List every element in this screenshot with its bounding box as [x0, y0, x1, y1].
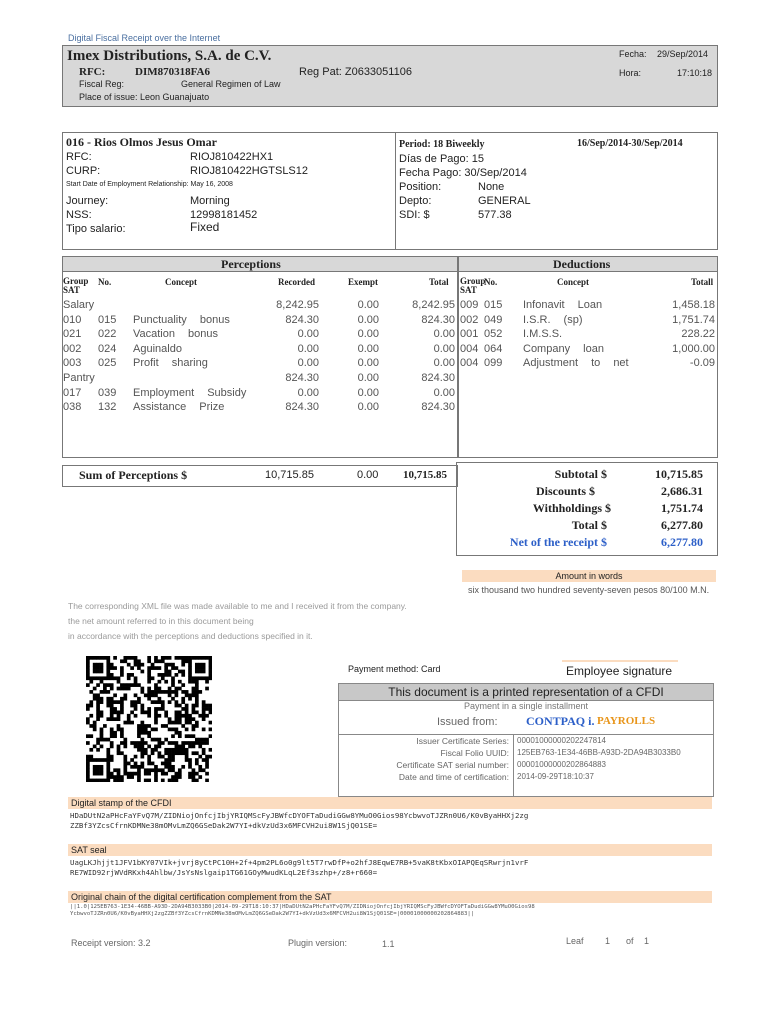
company-header: [62, 45, 718, 107]
perc-header-no: No.: [98, 277, 112, 287]
cfdi-installment: Payment in a single installment: [463, 701, 589, 711]
period-range: 16/Sep/2014-30/Sep/2014: [577, 138, 683, 149]
perception-cell-recorded: 0.00: [297, 357, 319, 370]
perception-cell-group: 003: [63, 357, 82, 370]
deduction-cell-no: 099: [484, 357, 503, 370]
ded-header-group: Group SAT: [460, 276, 486, 295]
sat-seal-line1: UagLKJhjjt1JFV1bKY07VIk+jvrj8yCtPC10H+2f+4pm2PL6o0g9lt5T7rwDfP+o2hfJ8EqwE7RB+5vaK8tKbxOIAPQEqSRwrjn1vrF: [70, 858, 529, 867]
perc-header-group: Group SAT: [63, 276, 89, 295]
perc-header-total: Total: [429, 277, 449, 287]
payment-days: Días de Pago: 15: [399, 153, 485, 165]
perception-cell-total: 0.00: [433, 328, 455, 341]
sat-serial-label: Certificate SAT serial number:: [396, 760, 509, 770]
employee-signature-label: Employee signature: [566, 664, 673, 678]
deduction-cell-concept: I.M.S.S.: [523, 328, 563, 341]
company-rfc-label: RFC:: [79, 66, 106, 78]
employee-info-box: [62, 132, 718, 250]
perception-cell-no: 015: [98, 313, 117, 326]
cfdi-title: This document is a printed representation of a CFDI: [388, 685, 664, 699]
deduction-cell-total: 228.22: [681, 328, 715, 341]
perception-cell-group: 038: [63, 401, 82, 414]
company-rfc-value: DIM870318FA6: [135, 66, 210, 78]
employee-curp-label: CURP:: [66, 165, 101, 177]
deduction-cell-total: 1,458.18: [672, 299, 715, 311]
sum-total: 10,715.85: [403, 469, 447, 481]
sdi-value: 577.38: [478, 209, 512, 221]
digital-stamp-line2: ZZBf3YZcsCfrnKDMNe38mOMvLmZQ6GSeDak2W7YI+dkVzUd3x6MFCVH2ui8W1SjQ01SE=: [70, 821, 378, 830]
cfdi-col-divider: [513, 734, 514, 796]
company-name: Imex Distributions, S.A. de C.V.: [67, 48, 272, 64]
issuer-cert-value: 00001000000202247814: [517, 736, 606, 745]
deduction-cell-no: 049: [484, 313, 503, 326]
perception-cell-concept: Assistance Prize: [133, 401, 225, 414]
perception-cell-no: 025: [98, 357, 117, 370]
time-value: 17:10:18: [677, 68, 713, 78]
perception-cell-recorded: 0.00: [297, 342, 319, 355]
perception-cell-group: 010: [63, 313, 82, 326]
deduction-cell-group: 004: [460, 357, 479, 370]
payment-date: Fecha Pago: 30/Sep/2014: [399, 167, 527, 179]
perception-cell-concept: Punctuality bonus: [133, 313, 230, 326]
perception-cell-total: 0.00: [433, 342, 455, 355]
amount-in-words-bar: [462, 570, 716, 582]
discounts-label: Discounts $: [535, 484, 595, 498]
amount-in-words-value: six thousand two hundred seventy-seven pesos 80/100 M.N.: [468, 585, 710, 595]
digital-stamp-line1: HDaDUtN2aPHcFaYFvQ7M/ZIDNiojOnfcjIbjYRIQMScFyJBWfcDYOFTaDudiGGw8YMuO0Gios98YcbwvoTJZRn0U6/K0vByaHHXj2zg: [70, 811, 529, 820]
cfdi-title-bar: [339, 684, 713, 701]
perception-cell-exempt: 0.00: [357, 401, 379, 414]
sdi-label: SDI: $: [399, 209, 430, 221]
leaf-number: 1: [605, 936, 611, 946]
withholdings-label: Withholdings $: [532, 501, 611, 515]
employee-name: 016 - Rios Olmos Jesus Omar: [66, 135, 217, 149]
deduction-cell-group: 002: [460, 313, 479, 326]
employment-start-date: Start Date of Employment Relationship: May 16, 2008: [66, 181, 233, 188]
signature-line: [562, 660, 678, 662]
contpaq-logo: CONTPAQ i.: [526, 714, 595, 728]
totals-box: [456, 462, 718, 556]
perception-cell-total: 824.30: [421, 313, 455, 326]
plugin-version-value: 1.1: [382, 939, 395, 949]
time-label: Hora:: [619, 68, 642, 78]
perception-cell-recorded: 0.00: [297, 386, 319, 399]
perc-header-exempt: Exempt: [348, 277, 378, 287]
sat-serial-value: 00001000000202864883: [517, 760, 606, 769]
employee-rfc-label: RFC:: [66, 151, 92, 163]
original-chain-bar: [68, 891, 712, 903]
perception-cell-no: 039: [98, 386, 117, 399]
perception-cell-concept: Aguinaldo: [133, 342, 182, 355]
employee-rfc: RIOJ810422HX1: [190, 151, 274, 163]
digital-stamp-label: Digital stamp of the CFDI: [71, 798, 172, 808]
perception-cell-group: 002: [63, 342, 82, 355]
deduction-cell-concept: I.S.R. (sp): [523, 313, 583, 326]
perception-cell-total: 8,242.95: [412, 299, 455, 311]
original-chain-line2: YcbwvoTJZRn0U6/K0vByaHHXj2zgZZBf3YZcsCfrnKDMNe38mOMvLmZQ6GSeDak2W7YI+dkVzUd3x6MFCVH2ui8W1SjQ01SE=|00001000000202864883||: [70, 911, 475, 917]
receipt-version: Receipt version: 3.2: [71, 938, 151, 948]
issued-from-label: Issued from:: [437, 716, 498, 728]
ded-header-total: Totall: [691, 277, 714, 287]
deduction-cell-group: 001: [460, 328, 479, 341]
perception-cell-group: 021: [63, 328, 82, 341]
position-label: Position:: [399, 181, 442, 193]
perception-cell-exempt: 0.00: [357, 372, 379, 384]
document-caption: Digital Fiscal Receipt over the Internet: [68, 33, 221, 43]
perception-cell-recorded: 8,242.95: [276, 299, 319, 311]
perception-cell-group: Pantry: [63, 372, 95, 384]
perception-cell-exempt: 0.00: [357, 328, 379, 341]
nss-label: NSS:: [66, 209, 92, 221]
sum-of-perceptions-row: [62, 465, 458, 487]
withholdings-value: 1,751.74: [661, 501, 703, 515]
sum-label: Sum of Perceptions $: [79, 468, 188, 482]
perception-cell-recorded: 824.30: [285, 313, 319, 326]
perception-cell-exempt: 0.00: [357, 342, 379, 355]
perception-cell-no: 024: [98, 342, 117, 355]
payment-method: Payment method: Card: [348, 664, 441, 674]
place-of-issue: Place of issue: Leon Guanajuato: [79, 92, 210, 102]
uuid-label: Fiscal Folio UUID:: [440, 748, 509, 758]
sum-exempt: 0.00: [357, 469, 379, 481]
subtotal-label: Subtotal $: [554, 467, 607, 481]
total-label: Total $: [571, 518, 607, 532]
perc-header-concept: Concept: [165, 277, 197, 287]
original-chain-label: Original chain of the digital certification complement from the SAT: [71, 892, 332, 902]
table-divider: [457, 257, 459, 457]
perception-cell-concept: Vacation bonus: [133, 328, 219, 341]
plugin-version-label: Plugin version:: [288, 938, 348, 948]
perception-cell-no: 022: [98, 328, 117, 341]
deduction-cell-group: 004: [460, 342, 479, 355]
department-value: GENERAL: [478, 195, 531, 207]
perception-cell-exempt: 0.00: [357, 299, 379, 311]
qr-code-image: [86, 656, 212, 782]
salary-type-value: Fixed: [190, 220, 220, 234]
perception-cell-recorded: 0.00: [297, 328, 319, 341]
deduction-cell-total: 1,000.00: [672, 342, 715, 355]
leaf-label: Leaf: [566, 936, 584, 946]
deduction-cell-concept: Infonavit Loan: [523, 299, 603, 311]
xml-note-line2: the net amount referred to in this document being: [68, 616, 254, 626]
ded-header-no: No.: [484, 277, 498, 287]
perception-cell-group: 017: [63, 386, 82, 399]
xml-note-line1: The corresponding XML file was made available to me and I received it from the company.: [68, 601, 407, 611]
perception-cell-concept: Employment Subsidy: [133, 386, 247, 399]
perception-cell-exempt: 0.00: [357, 386, 379, 399]
discounts-value: 2,686.31: [661, 484, 703, 498]
deduction-cell-no: 064: [484, 342, 503, 355]
perception-cell-concept: Profit sharing: [133, 357, 208, 370]
deduction-cell-total: 1,751.74: [672, 313, 715, 326]
perception-cell-recorded: 824.30: [285, 401, 319, 414]
perception-cell-recorded: 824.30: [285, 372, 319, 384]
table-header-bar: [63, 257, 717, 272]
deduction-cell-no: 052: [484, 328, 503, 341]
perceptions-deductions-table: [62, 256, 718, 458]
department-label: Depto:: [399, 195, 432, 207]
salary-type-label: Tipo salario:: [66, 223, 126, 235]
date-label: Fecha:: [619, 49, 647, 59]
position-value: None: [478, 181, 505, 193]
period: Period: 18 Biweekly: [399, 139, 485, 150]
perception-cell-total: 824.30: [421, 372, 455, 384]
perception-cell-total: 0.00: [433, 386, 455, 399]
total-leaves: 1: [644, 936, 650, 946]
deduction-cell-concept: Company loan: [523, 342, 604, 355]
net-receipt-label: Net of the receipt $: [509, 535, 607, 549]
deduction-cell-total: -0.09: [689, 357, 715, 370]
perception-cell-total: 824.30: [421, 401, 455, 414]
ded-header-concept: Concept: [557, 277, 589, 287]
xml-note-line3: in accordance with the perceptions and deductions specified in it.: [68, 631, 313, 641]
journey-label: Journey:: [66, 195, 109, 207]
reg-pat: Reg Pat: Z0633051106: [299, 66, 412, 78]
subtotal-value: 10,715.85: [655, 467, 703, 481]
of-label: of: [626, 936, 634, 946]
perception-cell-no: 132: [98, 401, 117, 414]
date-value: 29/Sep/2014: [657, 49, 709, 59]
payrolls-logo: PAYROLLS: [597, 715, 656, 727]
total-value: 6,277.80: [661, 518, 703, 532]
amount-in-words-label: Amount in words: [555, 571, 623, 581]
fiscal-reg-value: General Regimen of Law: [181, 79, 281, 89]
perception-cell-group: Salary: [63, 299, 95, 311]
deductions-title: Deductions: [553, 257, 611, 271]
deduction-cell-group: 009: [460, 299, 479, 311]
divider: [395, 133, 396, 249]
issuer-cert-label: Issuer Certificate Series:: [416, 736, 509, 746]
cfdi-box: [338, 683, 714, 797]
sat-seal-line2: RE7WID92rjWVdRKxh4Ahlbw/JsYsNslgaip1TG61GOyMwudKLqL2Ef3szhp+/z8+r660=: [70, 868, 378, 877]
certification-date-value: 2014-09-29T18:10:37: [517, 772, 594, 781]
journey-value: Morning: [190, 195, 230, 207]
deduction-cell-no: 015: [484, 299, 503, 311]
net-receipt-value: 6,277.80: [661, 535, 703, 549]
sat-seal-label: SAT seal: [71, 845, 107, 855]
sum-recorded: 10,715.85: [265, 469, 314, 481]
perception-cell-exempt: 0.00: [357, 313, 379, 326]
certification-date-label: Date and time of certification:: [398, 772, 509, 782]
sat-seal-bar: [68, 844, 712, 856]
fiscal-reg-label: Fiscal Reg:: [79, 79, 125, 89]
perceptions-title: Perceptions: [221, 257, 281, 271]
perception-cell-exempt: 0.00: [357, 357, 379, 370]
nss-value: 12998181452: [190, 209, 258, 221]
employee-curp: RIOJ810422HGTSLS12: [190, 165, 309, 177]
deduction-cell-concept: Adjustment to net: [523, 357, 629, 370]
uuid-value: 125EB763-1E34-46BB-A93D-2DA94B3033B0: [517, 748, 681, 757]
perc-header-recorded: Recorded: [278, 277, 315, 287]
original-chain-line1: ||1.0|125EB763-1E34-46BB-A93D-2DA94B3033B0|2014-09-29T18:10:37|HDaDUtN2aPHcFaYFvQ7M/ZIDNiojOnfcjIbjYRIQMScFyJBWfcDYOFTaDudiGGw8YMuO0Gios98: [70, 904, 535, 910]
digital-stamp-bar: [68, 797, 712, 809]
cfdi-divider: [339, 734, 713, 735]
perception-cell-total: 0.00: [433, 357, 455, 370]
